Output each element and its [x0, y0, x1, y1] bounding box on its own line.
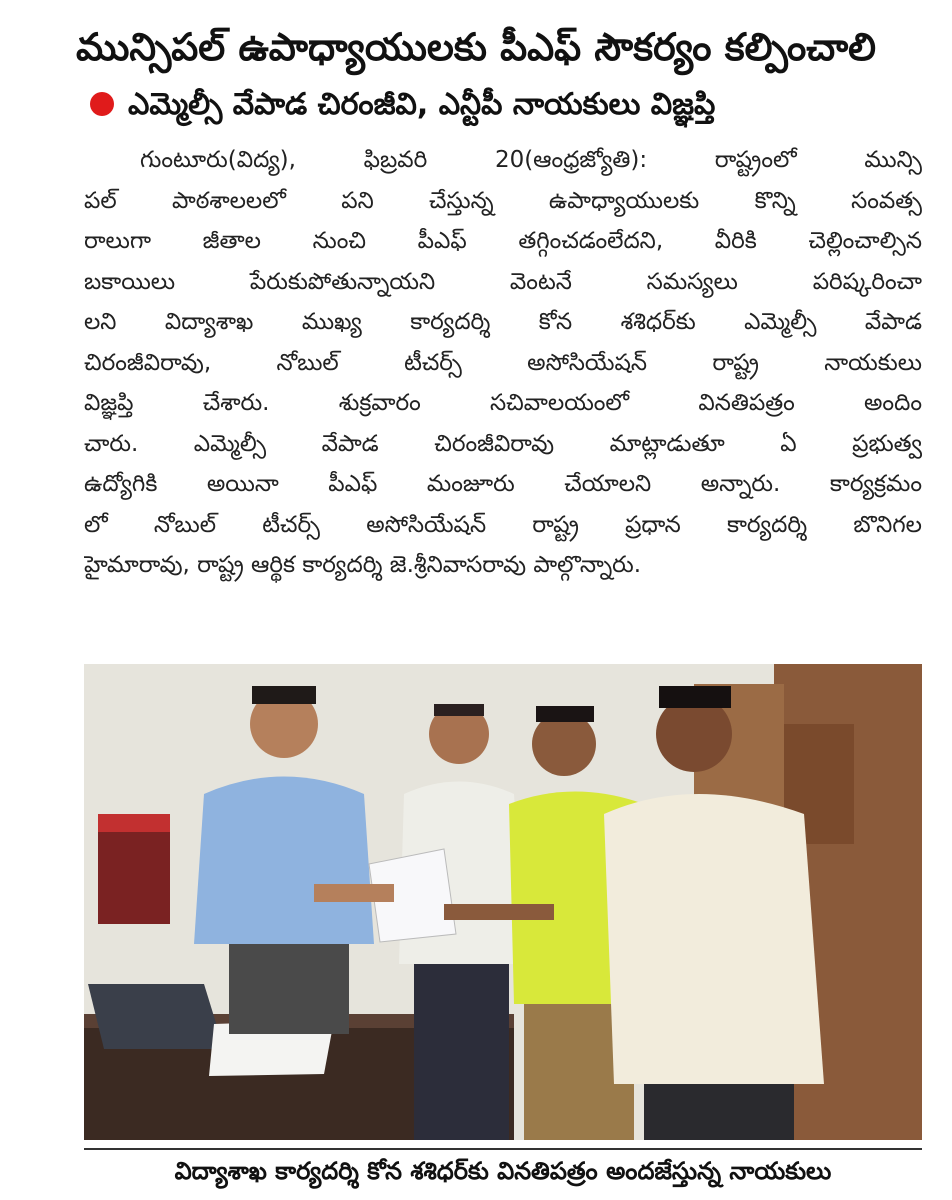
subheadline-text: ఎమ్మెల్సీ వేపాడ చిరంజీవి, ఎన్టీపీ నాయకులు విజ్ఞప్తి [128, 87, 716, 122]
photo-caption: విద్యాశాఖ కార్యదర్శి కోన శశిధర్‌కు వినతిపత్రం అందజేస్తున్న నాయకులు [84, 1148, 922, 1192]
group-photo [84, 664, 922, 1140]
article-body [84, 140, 922, 660]
article-line: ఉద్యోగికి అయినా పీఎఫ్ మంజూరు చేయాలని అన్నారు. కార్యక్రమం [84, 471, 922, 497]
group-photo-icon [84, 664, 922, 1140]
article-line: గుంటూరు(విద్య), ఫిబ్రవరి 20(ఆంధ్రజ్యోతి): రాష్ట్రంలో మున్సి [140, 147, 922, 173]
article-line: లో నోబుల్ టీచర్స్ అసోసియేషన్ రాష్ట్ర ప్రధాన కార్యదర్శి బొనిగల [84, 511, 922, 538]
article-line: లని విద్యాశాఖ ముఖ్య కార్యదర్శి కోన శశిధర్‌కు ఎమ్మెల్సీ వేపాడ [84, 309, 922, 335]
article-line: విజ్ఞప్తి చేశారు. శుక్రవారం సచివాలయంలో వినతిపత్రం అందిం [84, 390, 922, 416]
article-line: రాలుగా జీతాల నుంచి పీఎఫ్ తగ్గించడంలేదని, వీరికి చెల్లించాల్సిన [84, 228, 922, 254]
article-line: బకాయిలు పేరుకుపోతున్నాయని వెంటనే సమస్యలు పరిష్కరించా [84, 268, 922, 295]
article-line: చారు. ఎమ్మెల్సీ వేపాడ చిరంజీవిరావు మాట్లాడుతూ ఏ ప్రభుత్వ [84, 430, 922, 457]
article-line: పల్ పాఠశాలలలో పని చేస్తున్న ఉపాధ్యాయులకు కొన్ని సంవత్స [84, 187, 922, 214]
subheadline [90, 80, 922, 130]
article-line: చిరంజీవిరావు, నోబుల్ టీచర్స్ అసోసియేషన్ రాష్ట్ర నాయకులు [84, 349, 922, 376]
article-line: హైమారావు, రాష్ట్ర ఆర్థిక కార్యదర్శి జె.శ్రీనివాసరావు పాల్గొన్నారు. [84, 552, 642, 578]
headline: మున్సిపల్ ఉపాధ్యాయులకు పీఎఫ్ సౌకర్యం కల్పించాలి [76, 25, 876, 69]
